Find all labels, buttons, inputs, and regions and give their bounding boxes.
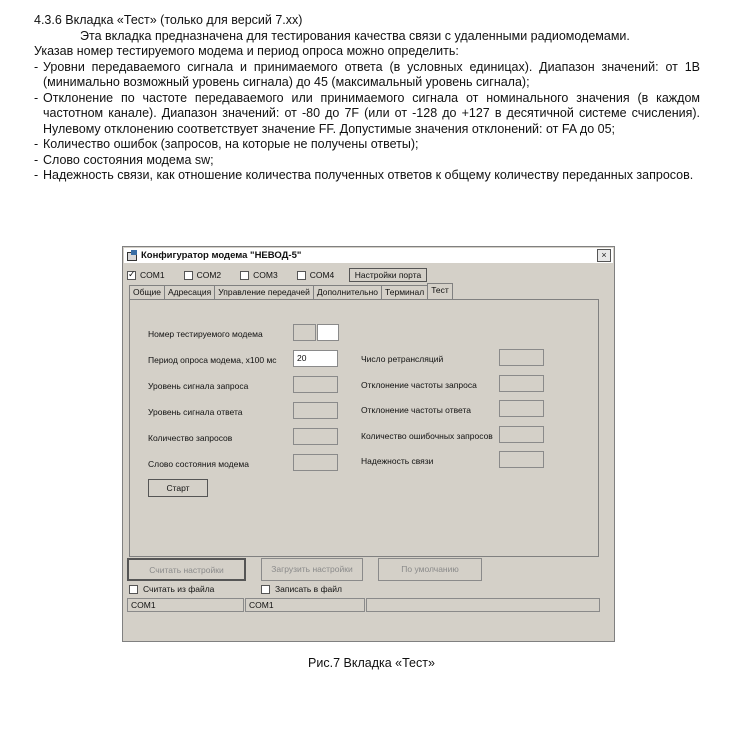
configurator-window bbox=[122, 246, 615, 642]
read-from-file-row bbox=[129, 584, 214, 594]
response-freq-dev-label: Отклонение частоты ответа bbox=[361, 405, 471, 415]
com3-checkbox[interactable] bbox=[240, 271, 249, 280]
window-titlebar[interactable] bbox=[124, 248, 613, 263]
error-count-label: Количество ошибочных запросов bbox=[361, 431, 493, 441]
status-panel-middle: COM1 bbox=[245, 598, 365, 612]
status-word-field bbox=[293, 454, 338, 471]
tab-terminal[interactable]: Терминал bbox=[381, 285, 428, 299]
request-freq-dev-label: Отклонение частоты запроса bbox=[361, 380, 477, 390]
poll-period-value: 20 bbox=[297, 353, 307, 363]
default-button[interactable]: По умолчанию bbox=[378, 558, 482, 581]
modem-number-field[interactable] bbox=[293, 324, 316, 341]
modem-number-spin[interactable] bbox=[317, 324, 339, 341]
bullet-item: - Надежность связи, как отношение количества полученных ответов к общему количеству переданных запросов. bbox=[34, 168, 694, 182]
status-panel-right bbox=[366, 598, 600, 612]
status-panel-left: COM1 bbox=[127, 598, 244, 612]
relay-count-label: Число ретрансляций bbox=[361, 354, 444, 364]
tab-test[interactable]: Тест bbox=[427, 283, 453, 299]
poll-period-label: Период опроса модема, х100 мс bbox=[148, 355, 277, 365]
window-title: Конфигуратор модема "НЕВОД-5" bbox=[141, 250, 302, 261]
figure-caption: Рис.7 Вкладка «Тест» bbox=[308, 656, 435, 670]
reliability-label: Надежность связи bbox=[361, 456, 434, 466]
bullet-item: - Уровни передаваемого сигнала и принимаемого ответа (в условных единицах). Диапазон значений: от 1В (минимально возможный уровень сигнала) до 45 (максимальный уровень сигнала); bbox=[34, 59, 700, 89]
poll-period-input[interactable] bbox=[293, 350, 338, 367]
tab-transfer-control[interactable]: Управление передачей bbox=[214, 285, 314, 299]
read-from-file-label: Считать из файла bbox=[143, 584, 215, 594]
section-heading: 4.3.6 Вкладка «Тест» (только для версий 7.хх) bbox=[34, 13, 303, 27]
response-level-label: Уровень сигнала ответа bbox=[148, 407, 243, 417]
com4-label: COM4 bbox=[309, 270, 335, 280]
intro-paragraph-2: Указав номер тестируемого модема и период опроса можно определить: bbox=[34, 44, 459, 58]
intro-paragraph: Эта вкладка предназначена для тестирования качества связи с удаленными радиомодемами. bbox=[80, 28, 630, 43]
request-level-label: Уровень сигнала запроса bbox=[148, 381, 249, 391]
bullet-item: - Слово состояния модема sw; bbox=[34, 152, 214, 167]
com1-label: COM1 bbox=[140, 270, 165, 280]
bullet-item: - Количество ошибок (запросов, на которые не получены ответы); bbox=[34, 137, 419, 151]
request-level-field bbox=[293, 376, 338, 393]
com4-checkbox[interactable] bbox=[297, 271, 306, 280]
write-to-file-checkbox[interactable] bbox=[261, 585, 270, 594]
tab-bar bbox=[129, 285, 452, 300]
relay-count-field bbox=[499, 349, 544, 366]
close-button[interactable]: × bbox=[597, 249, 611, 262]
app-icon bbox=[126, 250, 138, 261]
request-freq-dev-field bbox=[499, 375, 544, 392]
read-settings-button[interactable]: Считать настройки bbox=[127, 558, 246, 581]
response-level-field bbox=[293, 402, 338, 419]
test-tab-panel bbox=[129, 299, 599, 557]
modem-number-label: Номер тестируемого модема bbox=[148, 329, 263, 339]
com-port-row bbox=[127, 268, 353, 282]
error-count-field bbox=[499, 426, 544, 443]
reliability-field bbox=[499, 451, 544, 468]
request-count-field bbox=[293, 428, 338, 445]
tab-additional[interactable]: Дополнительно bbox=[313, 285, 382, 299]
com2-label: COM2 bbox=[196, 270, 222, 280]
com2-checkbox[interactable] bbox=[184, 271, 193, 280]
write-to-file-row bbox=[261, 584, 342, 594]
port-settings-button[interactable]: Настройки порта bbox=[349, 268, 427, 282]
write-to-file-label: Записать в файл bbox=[275, 584, 342, 594]
tab-addressing[interactable]: Адресация bbox=[164, 285, 215, 299]
response-freq-dev-field bbox=[499, 400, 544, 417]
document-text bbox=[34, 13, 700, 184]
status-word-label: Слово состояния модема bbox=[148, 459, 249, 469]
read-from-file-checkbox[interactable] bbox=[129, 585, 138, 594]
load-settings-button[interactable]: Загрузить настройки bbox=[261, 558, 363, 581]
com3-label: COM3 bbox=[253, 270, 278, 280]
start-button[interactable]: Старт bbox=[148, 479, 208, 497]
tab-general[interactable]: Общие bbox=[129, 285, 165, 299]
bullet-item: - Отклонение по частоте передаваемого или принимаемого сигнала от номинального значения (в каждом частотном канале). Диапазон значений: от -80 до 7F (или от -128 до +127 в десятичной системе счисления). Нулевому отклонению соответствует значение FF. Допустимые значения отклонений: от FA до 05; bbox=[34, 90, 700, 136]
com1-checkbox[interactable] bbox=[127, 271, 136, 280]
request-count-label: Количество запросов bbox=[148, 433, 233, 443]
